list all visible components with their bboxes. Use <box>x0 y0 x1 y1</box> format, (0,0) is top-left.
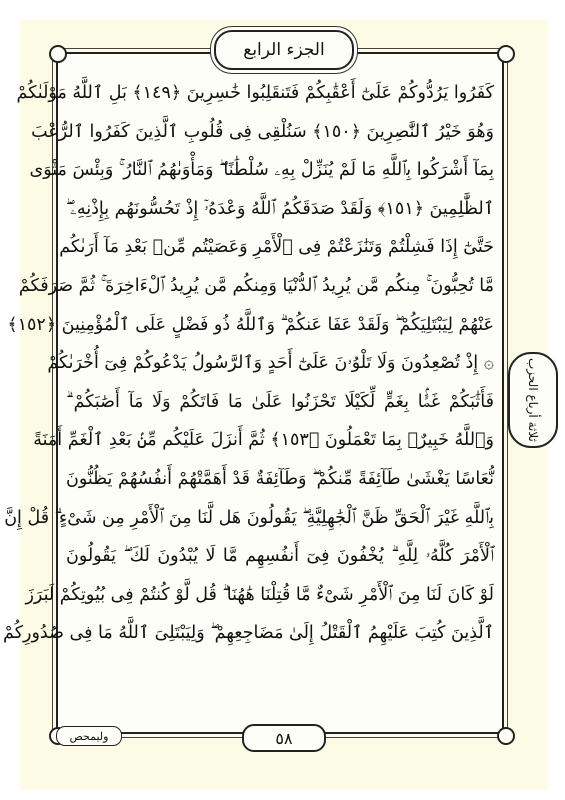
text-line: نُّعَاسًا يَغْشَىٰ طَآئِفَةً مِّنكُمْ ۖ وَطَآئِفَةٌ قَدْ أَهَمَّتْهُمْ أَنفُسُهُمْ يَظُنُّونَ <box>66 468 494 489</box>
text-line: ٱلَّذِينَ كُتِبَ عَلَيْهِمُ ٱلْقَتْلُ إِلَىٰ مَضَاجِعِهِمْ ۖ وَلِيَبْتَلِىَ ٱللَّهُ مَا فِى صُدُورِكُمْ <box>3 623 494 644</box>
hizb-marker-text: ثلاثة أرباع الحزب <box>526 358 540 442</box>
text-line: وَهُوَ خَيْرُ ٱلنَّٰصِرِينَ ﴿١٥٠﴾ سَنُلْقِى فِى قُلُوبِ ٱلَّذِينَ كَفَرُوا ٱلرُّعْبَ <box>31 121 494 142</box>
corner-ornament <box>49 45 67 63</box>
juz-header <box>214 30 354 70</box>
page-number-cartouche <box>242 724 326 752</box>
text-line: عَنْهُمْ لِيَبْتَلِيَكُمْ ۖ وَلَقَدْ عَفَا عَنكُمْ ۗ وَٱللَّهُ ذُو فَضْلٍ عَلَى ٱلْمُؤْمِنِينَ ﴿١٥٢﴾ <box>7 314 494 335</box>
text-line: وَٱللَّهُ خَبِيرٌۢ بِمَا تَعْمَلُونَ ﴿١٥٣﴾ ثُمَّ أَنزَلَ عَلَيْكُم مِّنۢ بَعْدِ ٱلْغَمِّ أَمَنَةً <box>33 430 494 451</box>
corner-ornament <box>497 45 515 63</box>
text-line: بِمَآ أَشْرَكُوا بِٱللَّهِ مَا لَمْ يُنَزِّلْ بِهِۦ سُلْطَٰنًا ۖ وَمَأْوَىٰهُمُ ٱلنَّارُ ۚ وَبِئْسَ مَثْوَى <box>29 160 494 181</box>
hizb-marker <box>508 352 558 448</box>
text-line: ٱلْأَمْرَ كُلَّهُۥ لِلَّهِ ۗ يُخْفُونَ فِىٓ أَنفُسِهِم مَّا لَا يُبْدُونَ لَكَ ۖ يَقُولُونَ <box>66 546 494 567</box>
quran-text-block <box>3 74 494 653</box>
juz-title: الجزء الرابع <box>243 40 325 60</box>
catchword <box>56 726 122 746</box>
text-line: لَوْ كَانَ لَنَا مِنَ ٱلْأَمْرِ شَىْءٌ مَّا قُتِلْنَا هَٰهُنَا ۗ قُل لَّوْ كُنتُمْ فِى بُيُوتِكُمْ لَبَرَزَ <box>25 584 494 605</box>
text-line: بِٱللَّهِ غَيْرَ ٱلْحَقِّ ظَنَّ ٱلْجَٰهِلِيَّةِ ۖ يَقُولُونَ هَل لَّنَا مِنَ ٱلْأَمْرِ مِن شَىْءٍ ۗ قُلْ إِنَّ <box>4 507 494 528</box>
corner-ornament <box>497 727 515 745</box>
text-line: ۞ إِذْ تُصْعِدُونَ وَلَا تَلْوُۥنَ عَلَىٰٓ أَحَدٍ وَٱلرَّسُولُ يَدْعُوكُمْ فِىٓ أُخْرَىٰكُمْ <box>47 353 494 374</box>
text-line: فَأَثَٰبَكُمْ غَمًّۢا بِغَمٍّ لِّكَيْلَا تَحْزَنُوا عَلَىٰ مَا فَاتَكُمْ وَلَا مَآ أَصَٰبَكُمْ ۗ <box>66 391 494 412</box>
text-line: مَّا تُحِبُّونَ ۚ مِنكُم مَّن يُرِيدُ ٱلدُّنْيَا وَمِنكُم مَّن يُرِيدُ ٱلْءَاخِرَةَ ۚ ثُمَّ صَرَفَكُمْ <box>18 275 494 296</box>
text-line: كَفَرُوا يَرُدُّوكُمْ عَلَىٰٓ أَعْقَٰبِكُمْ فَتَنقَلِبُوا خَٰسِرِينَ ﴿١٤٩﴾ بَلِ ٱللَّهُ مَوْلَىٰكُمْ <box>16 83 494 103</box>
text-line: ٱلظَّٰلِمِينَ ﴿١٥١﴾ وَلَقَدْ صَدَقَكُمُ ٱللَّهُ وَعْدَهُۥٓ إِذْ تَحُسُّونَهُم بِإِذْنِهِۦ ۖ <box>65 198 494 219</box>
text-line: حَتَّىٰٓ إِذَا فَشِلْتُمْ وَتَنَٰزَعْتُمْ فِى ٱلْأَمْرِ وَعَصَيْتُم مِّنۢ بَعْدِ مَآ أَرَىٰكُم <box>59 237 494 258</box>
catchword-text: وليمحص <box>69 729 109 743</box>
page-number: ٥٨ <box>275 728 293 748</box>
